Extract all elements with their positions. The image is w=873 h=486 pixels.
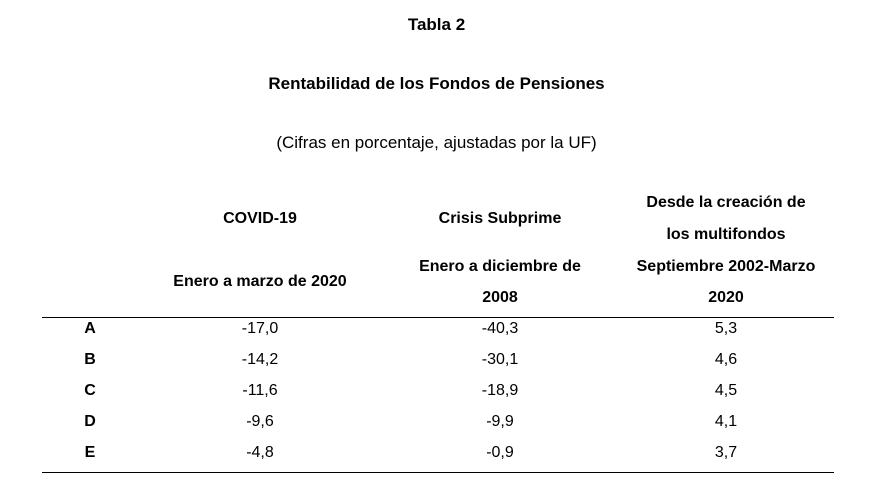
subprime-value: -40,3 <box>481 320 519 337</box>
table-subtitle: Rentabilidad de los Fondos de Pensiones <box>268 74 605 93</box>
table-row <box>0 375 873 406</box>
col-period-since-line1: Septiembre 2002-Marzo <box>636 258 816 275</box>
table-bottom-rule <box>42 472 834 473</box>
covid-value: -11,6 <box>242 382 278 399</box>
since-value: 4,1 <box>714 413 738 430</box>
col-period-covid: Enero a marzo de 2020 <box>173 273 347 290</box>
col-header-since-line1: Desde la creación de <box>646 194 806 211</box>
covid-value: -4,8 <box>246 444 274 461</box>
col-period-subprime-line1: Enero a diciembre de <box>419 258 581 275</box>
covid-value: -14,2 <box>241 351 279 368</box>
table-row <box>0 344 873 375</box>
fund-label: A <box>84 320 96 337</box>
subprime-value: -18,9 <box>481 382 519 399</box>
col-period-since-line2: 2020 <box>708 289 744 306</box>
table-note: (Cifras en porcentaje, ajustadas por la UF) <box>276 133 597 152</box>
table-row <box>0 406 873 437</box>
fund-label: E <box>84 444 96 461</box>
col-header-since-line2: los multifondos <box>666 226 786 243</box>
col-header-subprime: Crisis Subprime <box>438 210 562 227</box>
fund-label: C <box>84 382 96 399</box>
table-title: Tabla 2 <box>407 15 466 34</box>
since-value: 5,3 <box>714 320 738 337</box>
col-period-subprime-line2: 2008 <box>482 289 518 306</box>
subprime-value: -0,9 <box>486 444 514 461</box>
since-value: 3,7 <box>714 444 738 461</box>
table-row <box>0 313 873 344</box>
covid-value: -9,6 <box>246 413 274 430</box>
covid-value: -17,0 <box>241 320 279 337</box>
subprime-value: -30,1 <box>481 351 519 368</box>
since-value: 4,5 <box>714 382 738 399</box>
fund-label: D <box>84 413 96 430</box>
col-header-covid: COVID-19 <box>223 210 297 227</box>
subprime-value: -9,9 <box>486 413 514 430</box>
table-row <box>0 437 873 468</box>
fund-label: B <box>84 351 96 368</box>
since-value: 4,6 <box>714 351 738 368</box>
